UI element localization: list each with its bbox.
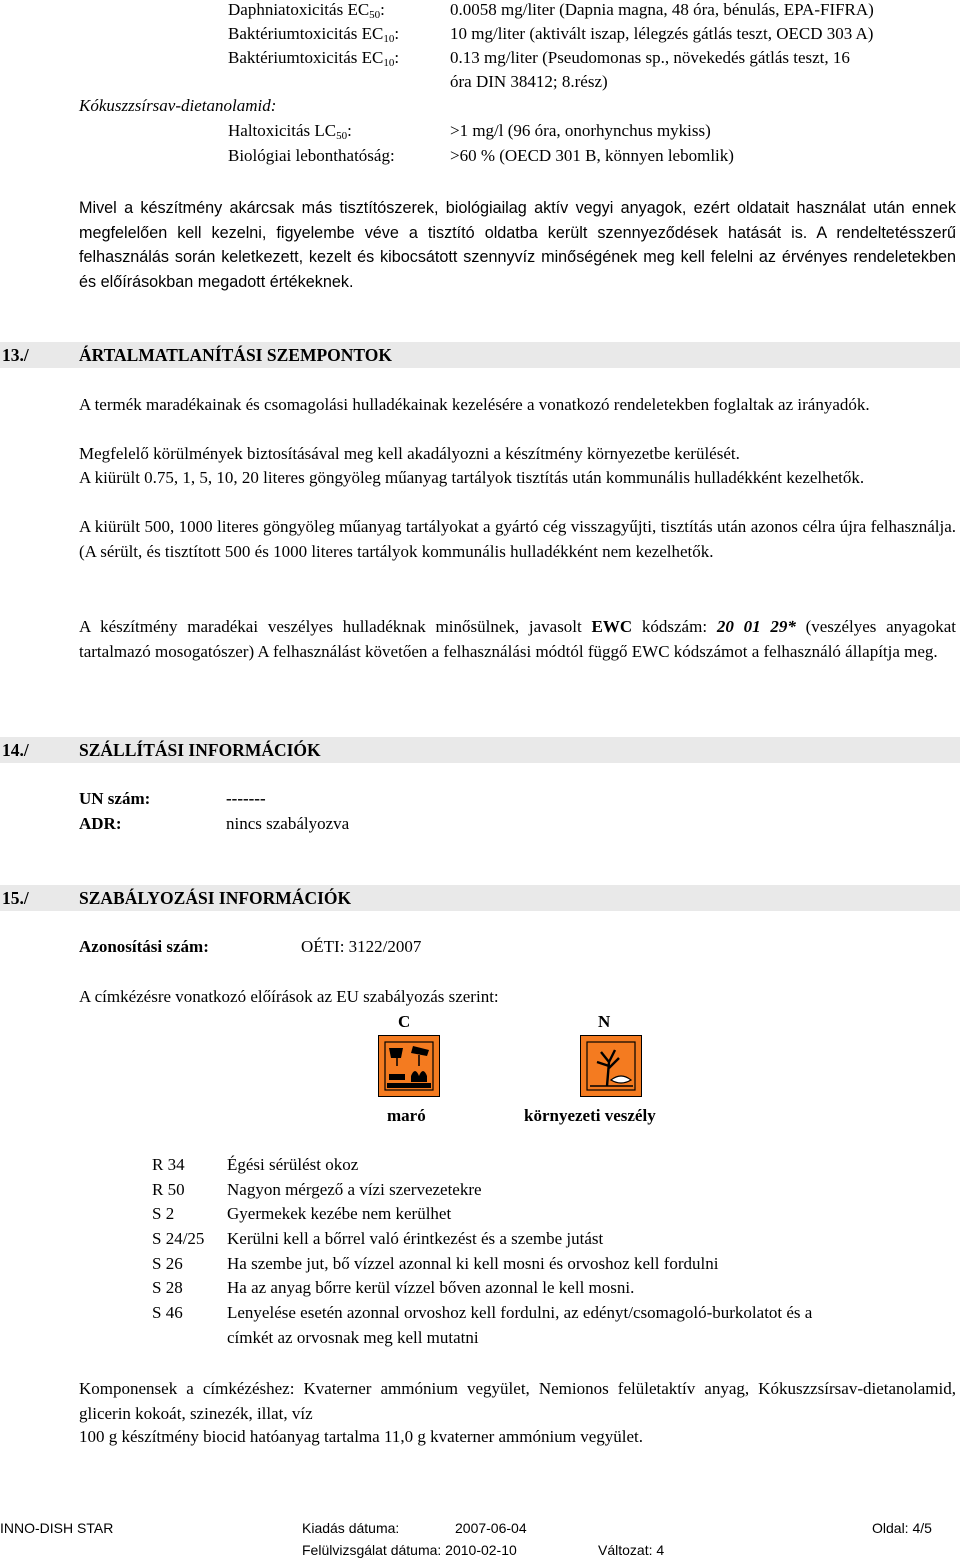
wastewater-paragraph: Mivel a készítmény akárcsak más tisztítószerek, biológiailag aktív vegyi anyagok, ezért oldatait használat után ennek megfelelően kell kezelni, figyelembe véve a tisztító oldatba került szennyeződések hatását is. A rendeltetésszerű felhasználás során keletkezett, kezelt és kibocsátott szennyvíz minőségének meg kell felelni az érvényes rendeletekben és előírásokban megadott értékeknek. — [79, 199, 956, 291]
ecotox-row-1-label: Daphniatoxicitás $EC_{50}$: — [228, 0, 385, 21]
adr-value: nincs szabályozva — [226, 814, 350, 833]
ecotox-row-3-value: 0.13 mg/liter (Pseudomonas sp., növekedés gátlás teszt, 16 — [450, 48, 850, 67]
s13-paragraph-4: A kiürült 500, 1000 literes göngyöleg műanyag tartályokat a gyártó cég visszagyűjti, tisztítás után azonos célra újra felhasználja. (A sérült, és tisztított 500 és 1000 literes tartályok kommunális hulladékként nem kezelhetők. — [79, 517, 956, 561]
phrase-code: S 2 — [152, 1204, 175, 1223]
section-15-header — [0, 885, 960, 911]
identification-value: OÉTI: 3122/2007 — [301, 937, 422, 956]
s13-paragraph-2: Megfelelő körülmények biztosításával meg kell akadályozni a készítmény környezetbe kerülését. — [79, 444, 740, 463]
biodegradability-label: Biológiai lebonthatóság: — [228, 146, 395, 165]
caption-environment: környezeti veszély — [524, 1106, 656, 1125]
section-14-header — [0, 737, 960, 763]
ecotox-row-2-value: 10 mg/liter (aktivált iszap, lélegzés gátlás teszt, OECD 303 A) — [450, 24, 874, 43]
section-13-header — [0, 342, 960, 368]
phrase-text: Ha az anyag bőrre kerül vízzel bőven azonnal le kell mosni. — [227, 1278, 635, 1297]
identification-label: Azonosítási szám: — [79, 937, 209, 956]
phrase-code: S 46 — [152, 1303, 183, 1322]
phrase-text: Égési sérülést okoz — [227, 1155, 359, 1174]
phrase-text: Nagyon mérgező a vízi szervezetekre — [227, 1180, 482, 1199]
section-15-number: 15./ — [2, 888, 29, 908]
fish-toxicity-label: Haltoxicitás $LC_{50}$: — [228, 121, 352, 142]
adr-label: ADR: — [79, 814, 122, 833]
phrase-text: Gyermekek kezébe nem kerülhet — [227, 1204, 452, 1223]
phrase-text: Ha szembe jut, bő vízzel azonnal ki kell mosni és orvoshoz kell fordulni — [227, 1254, 719, 1273]
un-number-value: ------- — [226, 789, 266, 808]
caption-corrosive: maró — [387, 1106, 426, 1125]
ewc-code: 20 01 29* — [716, 617, 796, 636]
ecotox-row-2-label: Baktériumtoxicitás $EC_{10}$: — [228, 24, 400, 45]
environment-hazard-icon — [580, 1035, 642, 1097]
substance-heading: Kókuszzsírsav-dietanolamid: — [79, 96, 277, 115]
s13-paragraph-3: A kiürült 0.75, 1, 5, 10, 20 literes göngyöleg műanyag tartályok tisztítás után kommunális hulladékként kezelhetők. — [79, 468, 865, 487]
footer-review-date: Felülvizsgálat dátuma: 2010-02-10 — [302, 1542, 517, 1558]
biodegradability-value: >60 % (OECD 301 B, könnyen lebomlik) — [450, 146, 734, 165]
ecotox-row-3-value-cont: óra DIN 38412; 8.rész) — [450, 72, 608, 91]
fish-toxicity-value: >1 mg/l (96 óra, onorhynchus mykiss) — [450, 121, 711, 140]
phrase-code: R 34 — [152, 1155, 185, 1174]
un-number-label: UN szám: — [79, 789, 151, 808]
phrase-code: S 24/25 — [152, 1229, 205, 1248]
phrase-code: S 28 — [152, 1278, 183, 1297]
footer-product: INNO-DISH STAR — [0, 1520, 114, 1536]
s13-paragraph-5: A készítmény maradékai veszélyes hulladéknak minősülnek, javasolt EWC kódszám: 20 01 29* (veszélyes anyagokat tartalmazó mosogatószer) A felhasználást követően a felhasználási módtól függő EWC kódszámot a felhasználó állapítja meg. — [79, 617, 956, 661]
symbol-c-letter: C — [398, 1012, 411, 1031]
ecotox-row-3-label: Baktériumtoxicitás $EC_{10}$: — [228, 48, 400, 69]
biocide-content: 100 g készítmény biocid hatóanyag tartalma 11,0 g kvaterner ammónium vegyület. — [79, 1427, 643, 1446]
section-13-number: 13./ — [2, 345, 29, 365]
footer-page: Oldal: 4/5 — [872, 1520, 932, 1536]
label-components: Komponensek a címkézéshez: Kvaterner ammónium vegyület, Nemionos felületaktív anyag, Kókuszzsírsav-dietanolamid, glicerin kokoát, szinezék, illat, víz — [79, 1379, 956, 1423]
footer-version: Változat: 4 — [598, 1542, 665, 1558]
phrase-text: Lenyelése esetén azonnal orvoshoz kell fordulni, az edényt/csomagoló-burkolatot és a — [227, 1303, 813, 1322]
section-14-number: 14./ — [2, 740, 29, 760]
footer-issue-label: Kiadás dátuma: — [302, 1520, 400, 1536]
s13-paragraph-1: A termék maradékainak és csomagolási hulladékainak kezelésére a vonatkozó rendeletekben foglaltak az irányadók. — [79, 395, 870, 414]
phrase-code: S 26 — [152, 1254, 183, 1273]
ewc-label: EWC — [591, 617, 633, 636]
phrase-text: címkét az orvosnak meg kell mutatni — [227, 1328, 479, 1347]
phrase-text: Kerülni kell a bőrrel való érintkezést és a szembe jutást — [227, 1229, 604, 1248]
section-13-title: ÁRTALMATLANÍTÁSI SZEMPONTOK — [79, 345, 392, 365]
section-15-title: SZABÁLYOZÁSI INFORMÁCIÓK — [79, 888, 352, 908]
phrase-code: R 50 — [152, 1180, 185, 1199]
symbol-n-letter: N — [598, 1012, 611, 1031]
footer-issue-date: 2007-06-04 — [455, 1520, 527, 1536]
section-14-title: SZÁLLÍTÁSI INFORMÁCIÓK — [79, 740, 321, 760]
labeling-intro: A címkézésre vonatkozó előírások az EU szabályozás szerint: — [79, 987, 499, 1006]
corrosive-icon — [378, 1035, 440, 1097]
ecotox-row-1-value: 0.0058 mg/liter (Dapnia magna, 48 óra, bénulás, EPA-FIFRA) — [450, 0, 874, 19]
